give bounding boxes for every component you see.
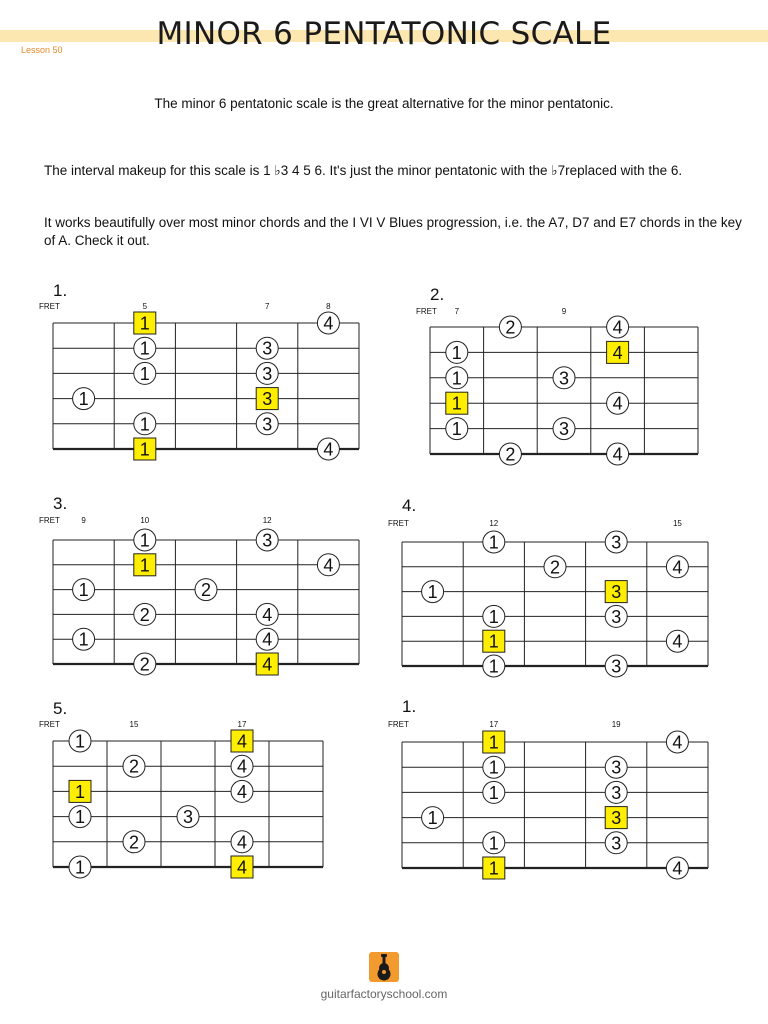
fret-number: 19 (611, 720, 621, 729)
finger-number: 1 (74, 857, 86, 878)
finger-number: 2 (139, 654, 150, 675)
note-marker (256, 337, 278, 359)
root-note-marker (605, 807, 627, 829)
note-marker (666, 731, 688, 753)
note-marker (256, 413, 278, 435)
finger-number: 4 (672, 732, 683, 753)
fret-label: FRET (39, 720, 60, 729)
note-marker (446, 341, 468, 363)
root-note-marker (446, 392, 468, 414)
note-marker (73, 388, 95, 410)
note-marker (134, 603, 156, 625)
finger-number: 1 (78, 629, 89, 650)
finger-number: 3 (262, 338, 273, 359)
note-marker (317, 438, 339, 460)
finger-number: 4 (672, 631, 683, 652)
finger-number: 1 (488, 833, 499, 854)
note-marker (134, 362, 156, 384)
root-note-marker (231, 730, 253, 752)
note-marker (446, 367, 468, 389)
note-marker (231, 780, 253, 802)
note-marker (605, 605, 627, 627)
note-marker (69, 856, 91, 878)
note-marker (553, 367, 575, 389)
root-note-marker (256, 653, 278, 675)
finger-number: 2 (505, 317, 516, 338)
fret-number: 9 (561, 307, 567, 316)
note-marker (499, 316, 521, 338)
note-marker (317, 312, 339, 334)
fret-label: FRET (388, 519, 409, 528)
interval-suffix: 7replaced with the 6. (557, 163, 683, 178)
finger-number: 1 (139, 414, 150, 435)
interval-middle: 3 4 5 6. It's just the minor pentatonic with the (280, 163, 552, 178)
diagram-number: 1. (53, 281, 68, 300)
finger-number: 4 (612, 317, 623, 338)
root-note-marker (483, 857, 505, 879)
finger-number: 3 (611, 582, 622, 603)
finger-number: 1 (451, 342, 462, 363)
note-marker (231, 831, 253, 853)
note-marker (422, 581, 444, 603)
note-marker (123, 755, 145, 777)
note-marker (195, 579, 217, 601)
note-marker (605, 832, 627, 854)
root-note-marker (134, 312, 156, 334)
diagram-number: 4. (402, 496, 417, 515)
fret-number: 15 (129, 720, 139, 729)
finger-number: 3 (262, 389, 273, 410)
note-marker (134, 653, 156, 675)
root-note-marker (134, 438, 156, 460)
finger-number: 4 (262, 629, 273, 650)
finger-number: 4 (672, 557, 683, 578)
note-marker (123, 831, 145, 853)
flat-symbol: ♭ (274, 163, 281, 179)
finger-number: 4 (262, 654, 273, 675)
fret-label: FRET (39, 302, 60, 311)
fret-number: 12 (489, 519, 499, 528)
finger-number: 2 (128, 832, 140, 853)
fret-number: 7 (264, 302, 270, 311)
note-marker (483, 832, 505, 854)
fretboard-diagram (39, 699, 323, 878)
fretboard-diagram (388, 697, 708, 879)
note-marker (666, 630, 688, 652)
finger-number: 1 (427, 808, 438, 829)
note-marker (256, 628, 278, 650)
fret-number: 12 (262, 516, 272, 525)
fret-number: 7 (454, 307, 460, 316)
fret-number: 17 (489, 720, 499, 729)
finger-number: 2 (128, 756, 140, 777)
note-marker (73, 579, 95, 601)
guitar-logo-icon (369, 952, 399, 982)
note-marker (422, 807, 444, 829)
finger-number: 1 (488, 656, 499, 677)
root-note-marker (605, 581, 627, 603)
footer-url: guitarfactoryschool.com (320, 987, 448, 1001)
finger-number: 4 (323, 439, 334, 460)
diagram-number: 3. (53, 494, 68, 513)
finger-number: 4 (236, 756, 248, 777)
flat-symbol: ♭ (551, 163, 558, 179)
note-marker (69, 730, 91, 752)
root-note-marker (69, 780, 91, 802)
finger-number: 1 (451, 419, 462, 440)
finger-number: 1 (488, 858, 499, 879)
usage-text: It works beautifully over most minor chords and the I VI V Blues progression, i.e. the A7, D7 and E7 chords in the key of A. Check it out. (44, 215, 742, 248)
finger-number: 4 (236, 731, 248, 752)
note-marker (605, 781, 627, 803)
finger-number: 1 (74, 731, 86, 752)
finger-number: 1 (139, 555, 150, 576)
fret-number: 15 (672, 519, 682, 528)
finger-number: 2 (505, 444, 516, 465)
note-marker (483, 756, 505, 778)
note-marker (553, 418, 575, 440)
finger-number: 3 (611, 833, 622, 854)
finger-number: 4 (612, 393, 623, 414)
diagram-number: 2. (430, 285, 445, 304)
finger-number: 3 (182, 807, 194, 828)
note-marker (446, 418, 468, 440)
finger-number: 3 (262, 363, 273, 384)
finger-number: 1 (488, 732, 499, 753)
fret-number: 8 (326, 302, 331, 311)
finger-number: 1 (451, 393, 462, 414)
note-marker (134, 529, 156, 551)
fret-number: 5 (142, 302, 148, 311)
finger-number: 3 (611, 656, 622, 677)
fretboard-diagram (39, 494, 359, 675)
fret-number: 9 (81, 516, 86, 525)
finger-number: 2 (200, 580, 212, 601)
finger-number: 1 (427, 582, 438, 603)
fretboard-diagram (39, 281, 359, 460)
finger-number: 1 (139, 313, 150, 334)
note-marker (177, 806, 199, 828)
note-marker (499, 443, 521, 465)
finger-number: 2 (549, 557, 561, 578)
finger-number: 3 (611, 606, 622, 627)
fretboard-diagram (388, 496, 708, 677)
finger-number: 1 (488, 782, 499, 803)
note-marker (73, 628, 95, 650)
note-marker (134, 413, 156, 435)
finger-number: 1 (139, 439, 150, 460)
finger-number: 1 (74, 781, 86, 802)
finger-number: 3 (611, 757, 622, 778)
diagram-number: 1. (402, 697, 417, 716)
finger-number: 3 (611, 532, 622, 553)
note-marker (607, 316, 629, 338)
finger-number: 4 (672, 858, 683, 879)
note-marker (134, 337, 156, 359)
root-note-marker (607, 341, 629, 363)
root-note-marker (483, 731, 505, 753)
note-marker (666, 556, 688, 578)
finger-number: 3 (611, 782, 622, 803)
finger-number: 1 (139, 363, 150, 384)
finger-number: 4 (612, 342, 623, 363)
note-marker (231, 755, 253, 777)
note-marker (483, 781, 505, 803)
root-note-marker (134, 554, 156, 576)
finger-number: 1 (139, 530, 150, 551)
note-marker (607, 392, 629, 414)
page-title: MINOR 6 PENTATONIC SCALE (156, 16, 612, 52)
note-marker (256, 362, 278, 384)
note-marker (483, 655, 505, 677)
finger-number: 3 (558, 419, 570, 440)
note-marker (605, 531, 627, 553)
finger-number: 1 (78, 389, 89, 410)
finger-number: 3 (262, 414, 273, 435)
note-marker (544, 556, 566, 578)
finger-number: 4 (236, 832, 248, 853)
note-marker (605, 655, 627, 677)
note-marker (256, 603, 278, 625)
finger-number: 1 (488, 606, 499, 627)
finger-number: 4 (262, 604, 273, 625)
finger-number: 4 (612, 444, 623, 465)
root-note-marker (256, 388, 278, 410)
finger-number: 4 (236, 781, 248, 802)
note-marker (69, 806, 91, 828)
lesson-number: Lesson 50 (21, 45, 63, 55)
diagram-number: 5. (53, 699, 68, 718)
root-note-marker (483, 630, 505, 652)
note-marker (605, 756, 627, 778)
finger-number: 3 (611, 808, 622, 829)
intro-text: The minor 6 pentatonic scale is the great alternative for the minor pentatonic. (154, 96, 614, 111)
finger-number: 2 (139, 604, 150, 625)
finger-number: 4 (323, 313, 334, 334)
fret-label: FRET (388, 720, 409, 729)
finger-number: 3 (262, 530, 273, 551)
note-marker (607, 443, 629, 465)
note-marker (317, 554, 339, 576)
fret-number: 10 (140, 516, 150, 525)
finger-number: 1 (488, 532, 499, 553)
finger-number: 1 (78, 580, 89, 601)
interval-prefix: The interval makeup for this scale is 1 (44, 163, 275, 178)
finger-number: 4 (323, 555, 334, 576)
note-marker (483, 605, 505, 627)
note-marker (256, 529, 278, 551)
note-marker (666, 857, 688, 879)
finger-number: 3 (558, 368, 570, 389)
root-note-marker (231, 856, 253, 878)
finger-number: 4 (236, 857, 248, 878)
finger-number: 1 (488, 757, 499, 778)
fret-label: FRET (416, 307, 437, 316)
finger-number: 1 (451, 368, 462, 389)
finger-number: 1 (488, 631, 499, 652)
fret-label: FRET (39, 516, 60, 525)
note-marker (483, 531, 505, 553)
fret-number: 17 (237, 720, 247, 729)
finger-number: 1 (139, 338, 150, 359)
fretboard-diagram (416, 285, 698, 465)
finger-number: 1 (74, 807, 86, 828)
